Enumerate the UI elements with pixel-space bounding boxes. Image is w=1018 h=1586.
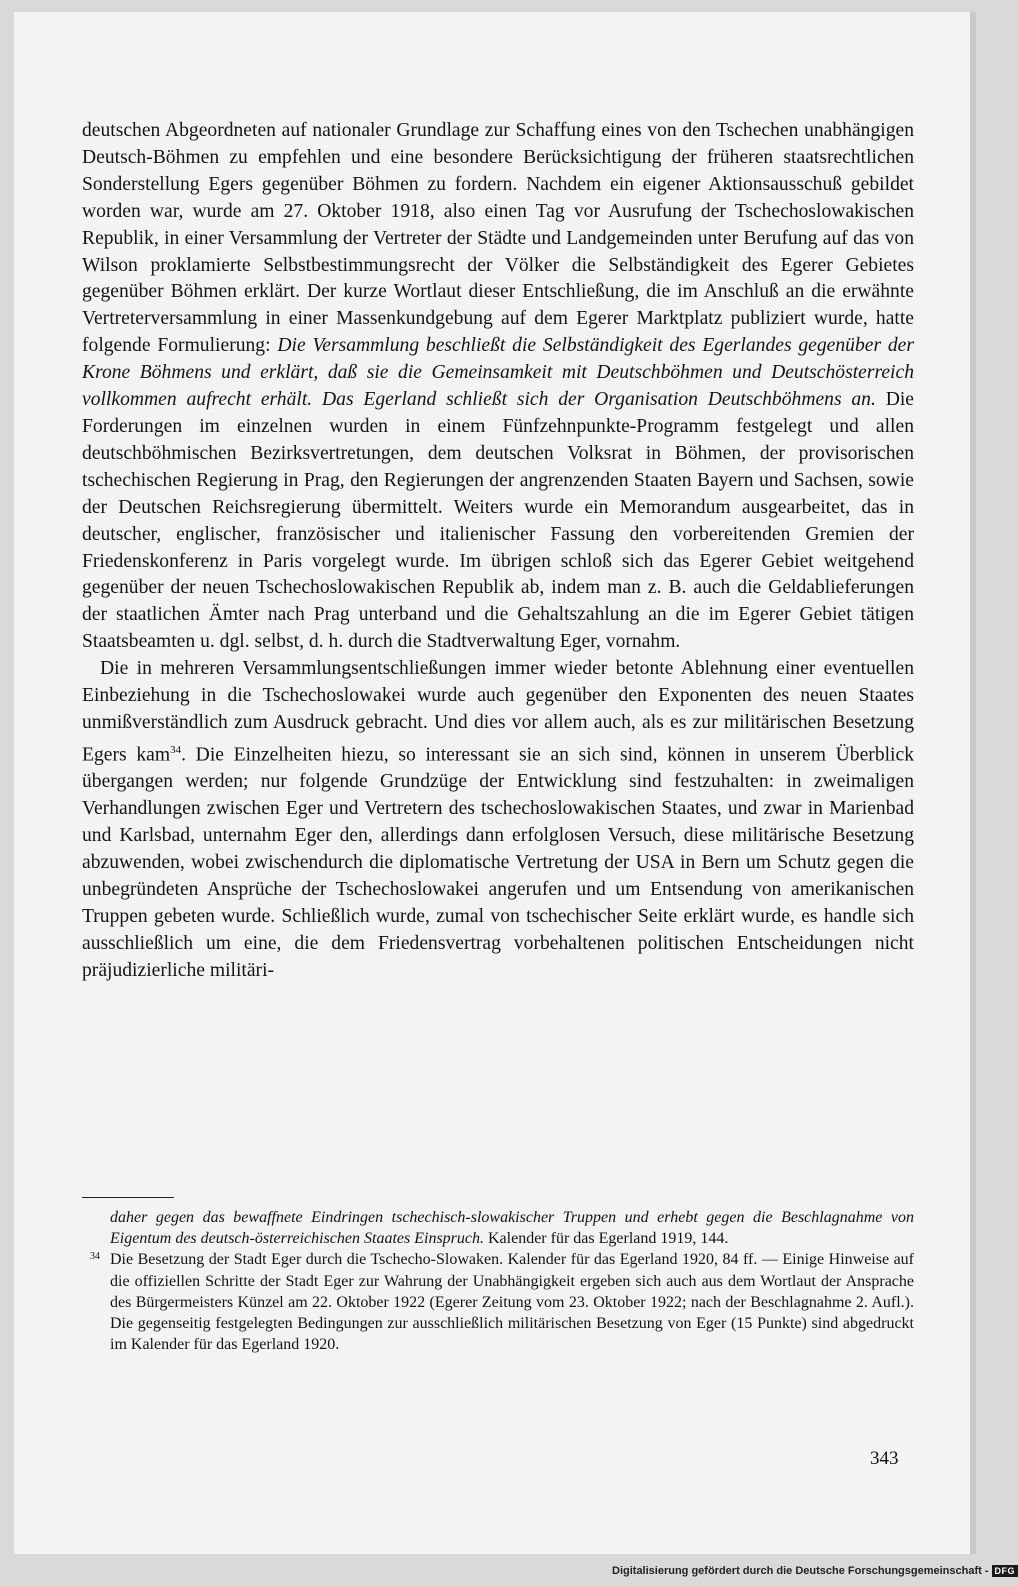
footnote-34-number: 34 [90, 1251, 100, 1263]
main-text [82, 118, 914, 985]
footnote-ref-34[interactable]: 34 [170, 743, 182, 756]
paragraph-2 [82, 656, 914, 984]
paragraph-1-quote: Die Versammlung beschließt die Selbständigkeit des Egerlandes gegenüber der Krone Böhmens und erklärt, daß sie die Gemeinsamkeit mit Deutschböhmen und Deutschösterreich vollkommen aufrecht erhält. Das Egerland schließt sich der Organisation Deutschböhmens an. [82, 335, 915, 411]
footnotes [82, 1207, 914, 1355]
book-page [14, 12, 976, 1554]
footnote-continuation [82, 1207, 914, 1249]
footnote-34-text: Die Besetzung der Stadt Eger durch die Tschecho-Slowaken. Kalender für das Egerland 1920, 84 ff. — Einige Hinweise auf die offiziellen Schritte der Stadt Eger zur Wahrung der Unabhängigkeit ergeben sich auch aus dem Wortlaut der Ansprache des Bürgermeisters Künzel am 22. Oktober 1922 (Egerer Zeitung vom 23. Oktober 1922; nach der Beschlagnahme 2. Aufl.). Die gegenseitig festgelegten Bedingungen zur ausschließlich militärischen Besetzung von Eger (15 Punkte) sind abgedruckt im Kalender für das Egerland 1920. [110, 1251, 914, 1354]
dfg-logo-icon: DFG [992, 1565, 1018, 1577]
footnote-divider [82, 1197, 174, 1198]
footnote-continuation-source: Kalender für das Egerland 1919, 144. [484, 1230, 729, 1248]
paragraph-1-part-2: Die Forderungen im einzelnen wurden in einem Fünfzehnpunkte-Programm festgelegt und allen deutschböhmischen Bezirksvertretungen, dem deutschen Volksrat in Böhmen, der provisorischen tschechischen Regierung in Prag, den Regierungen der angrenzenden Staaten Bayern und Sachsen, sowie der Deutschen Reichsregierung übermittelt. Weiters wurde ein Memorandum ausgearbeitet, das in deutscher, englischer, französischer und italienischer Fassung den vorbereitenden Gremien der Friedenskonferenz in Paris vorgelegt wurde. Im übrigen schloß sich das Egerer Gebiet weitgehend gegenüber der neuen Tschechoslowakischen Republik ab, indem man z. B. auch die Geldablieferungen der staatlichen Ämter nach Prag unterband und die Gehaltszahlung an die im Egerer Gebiet tätigen Staatsbeamten u. dgl. selbst, d. h. durch die Stadtverwaltung Eger, vornahm. [82, 389, 914, 653]
digitization-credit [612, 1565, 1018, 1577]
paragraph-1 [82, 118, 914, 656]
footnote-continuation-italic: daher gegen das bewaffnete Eindringen tschechisch-slowakischer Truppen und erhebt gegen die Beschlagnahme von Eigentum des deutsch-österreichischen Staates Einspruch. [110, 1209, 914, 1248]
paragraph-1-part-1: deutschen Abgeordneten auf nationaler Grundlage zur Schaffung eines von den Tschechen unabhängigen Deutsch-Böhmen zu empfehlen und eine besondere Berücksichtigung der früheren staatsrechtlichen Sonderstellung Egers gegenüber Böhmen zu fordern. Nachdem ein eigener Aktionsausschuß gebildet worden war, wurde am 27. Oktober 1918, also einen Tag vor Ausrufung der Tschechoslowakischen Republik, in einer Versammlung der Vertreter der Städte und Landgemeinden unter Berufung auf das von Wilson proklamierte Selbstbestimmungsrecht der Völker die Selbständigkeit des Egerer Gebietes gegenüber Böhmen erklärt. Der kurze Wortlaut dieser Entschließung, die im Anschluß an die erwähnte Vertreterversammlung in einer Massenkundgebung auf dem Egerer Marktplatz publiziert wurde, hatte folgende Formulierung: [82, 120, 914, 357]
paragraph-2-part-2: . Die Einzelheiten hiezu, so interessant sie an sich sind, können in unserem Überblick übergangen werden; nur folgende Grundzüge der Entwicklung sind festzuhalten: in zweimaligen Verhandlungen zwischen Eger und Vertretern des tschechoslowakischen Staates, und zwar in Marienbad und Karlsbad, unternahm Eger den, allerdings dann erfolglosen Versuch, diese militärische Besetzung abzuwenden, wobei zwischendurch die diplomatische Vertretung der USA in Bern um Schutz gegen die unbegründeten Ansprüche der Tschechoslowakei angerufen und um Entsendung von amerikanischen Truppen gebeten wurde. Schließlich wurde, zumal von tschechischer Seite erklärt wurde, es handle sich ausschließlich um eine, die dem Friedensvertrag vorbehaltenen politischen Entscheidungen nicht präjudizierliche militäri- [82, 744, 914, 981]
footnote-34 [82, 1249, 914, 1355]
paragraph-2-part-1: Die in mehreren Versammlungsentschließungen immer wieder betonte Ablehnung einer eventuellen Einbeziehung in die Tschechoslowakei wurde auch gegenüber den Exponenten des neuen Staates unmißverständlich zum Ausdruck gebracht. Und dies vor allem auch, als es zur militärischen Besetzung Egers kam [82, 658, 914, 766]
digitization-credit-text: Digitalisierung gefördert durch die Deutsche Forschungsgemeinschaft - [612, 1565, 989, 1577]
page-number: 343 [870, 1448, 899, 1469]
